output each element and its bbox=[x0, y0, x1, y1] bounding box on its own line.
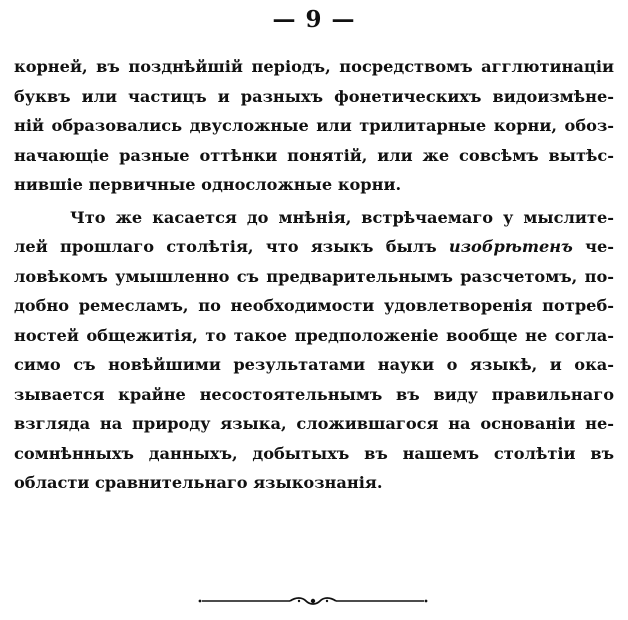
text-line: Что же касается до мнѣнія, встрѣчаемаго у мыслите- bbox=[70, 207, 614, 227]
page-number: — 9 — bbox=[272, 6, 356, 33]
body-text bbox=[14, 52, 614, 498]
text-line: ностей общежитія, то такое предположеніе вообще не согла- bbox=[14, 325, 614, 345]
text-line: симо съ новѣйшими результатами науки о языкѣ, и ока- bbox=[14, 355, 614, 374]
text-line: ній образовались двусложные или трилитарные корни, обоз- bbox=[14, 116, 614, 135]
paragraph-2 bbox=[14, 203, 614, 498]
text-line: области сравнительнаго языкознанія. bbox=[14, 473, 383, 492]
text-line: зывается крайне несостоятельнымъ въ виду правильнаго bbox=[14, 384, 614, 404]
text-line: начающіе разные оттѣнки понятій, или же совсѣмъ вытѣс- bbox=[14, 145, 614, 165]
text-line bbox=[14, 232, 614, 262]
text-line: взгляда на природу языка, сложившагося на основаніи не- bbox=[14, 414, 614, 433]
text-line: добно ремесламъ, по необходимости удовлетворенія потреб- bbox=[14, 296, 614, 315]
paragraph-1 bbox=[14, 52, 614, 200]
text-segment: че- bbox=[572, 237, 614, 256]
text-segment: лей прошлаго столѣтія, что языкъ былъ bbox=[14, 237, 449, 256]
italic-word: изобрѣтенъ bbox=[448, 237, 573, 256]
text-line: буквъ или частицъ и разныхъ фонетическихъ видоизмѣне- bbox=[14, 86, 614, 106]
text-line: сомнѣнныхъ данныхъ, добытыхъ въ нашемъ столѣтіи въ bbox=[14, 443, 614, 463]
text-line: ловѣкомъ умышленно съ предварительнымъ разсчетомъ, по- bbox=[14, 266, 614, 286]
text-line: нившіе первичные односложные корни. bbox=[14, 175, 402, 194]
text-line: корней, въ позднѣйшій періодъ, посредствомъ агглютинаціи bbox=[14, 57, 614, 76]
tailpiece-ornament-icon bbox=[198, 596, 428, 606]
